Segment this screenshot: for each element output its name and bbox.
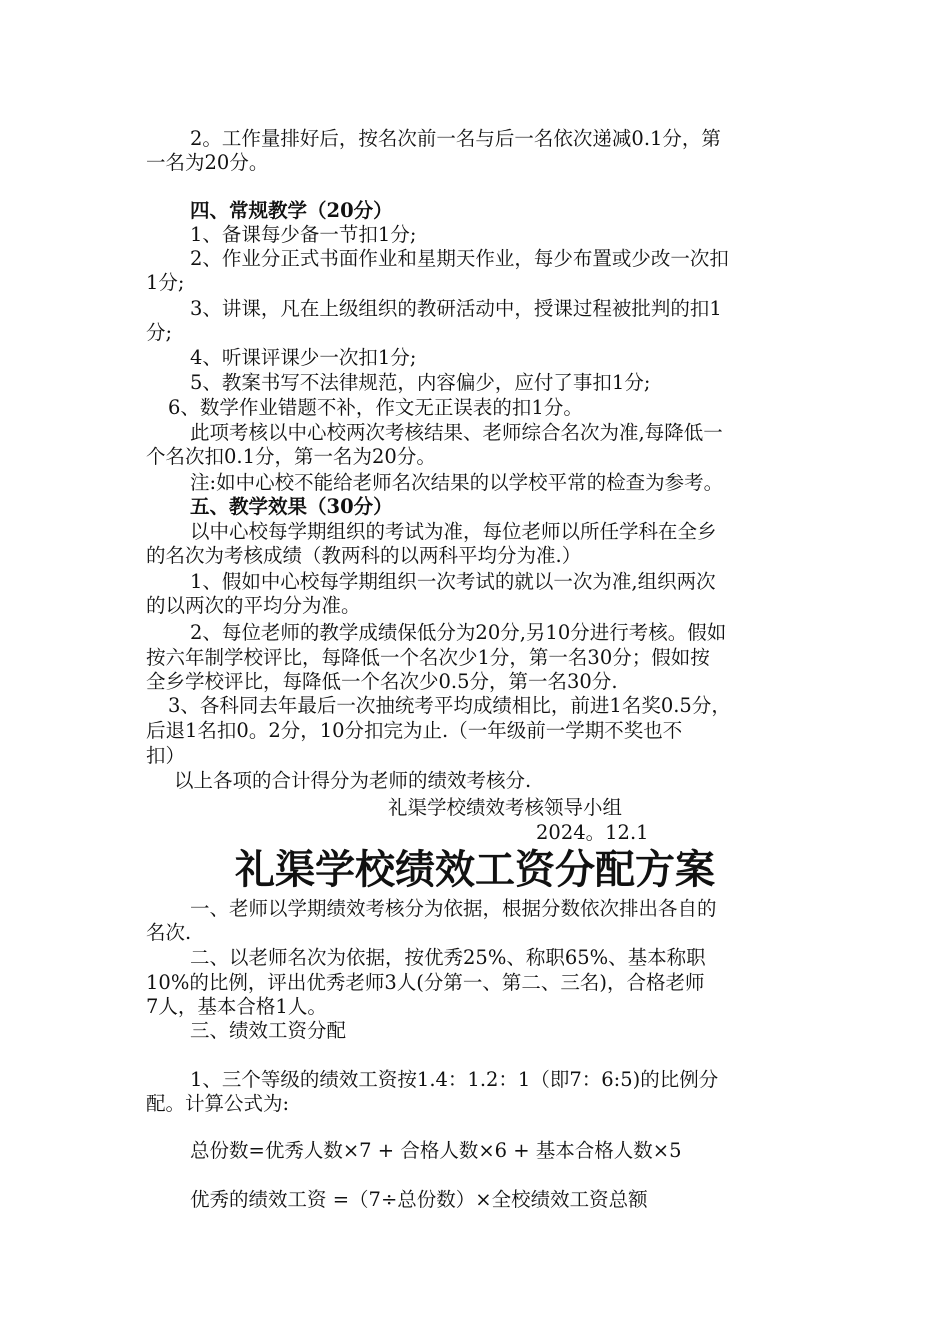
doc2-para1-line1: 一、老师以学期绩效考核分为依据，根据分数依次排出各自的: [190, 897, 717, 920]
doc2-para3: 三、绩效工资分配: [190, 1019, 347, 1042]
section4-item-5: 5、教案书写不法律规范，内容偏少，应付了事扣1分;: [190, 371, 651, 394]
section4-item-1: 1、备课每少备一节扣1分;: [190, 223, 417, 246]
section5-line-2: 的名次为考核成绩（教两科的以两科平均分为准.）: [146, 544, 582, 567]
section4-summary-line2: 个名次扣0.1分，第一名为20分。: [146, 445, 436, 468]
section5-line-10: 扣）: [146, 744, 186, 767]
signature-org: 礼渠学校绩效考核领导小组: [388, 796, 623, 819]
section5-total: 以上各项的合计得分为老师的绩效考核分.: [174, 769, 532, 792]
doc2-title: 礼渠学校绩效工资分配方案: [235, 846, 715, 893]
section4-item-6: 6、数学作业错题不补，作文无正误表的扣1分。: [168, 396, 583, 419]
doc2-para2-line2: 10%的比例，评出优秀老师3人(分第一、第二、三名)，合格老师: [146, 971, 705, 994]
section4-item-2: 2、作业分正式书面作业和星期天作业，每少布置或少改一次扣: [190, 247, 729, 270]
section5-line-4: 的以两次的平均分为准。: [146, 594, 361, 617]
section5-line-7: 全乡学校评比，每降低一个名次少0.5分，第一名30分.: [146, 670, 618, 693]
section5-heading: 五、教学效果（30分）: [190, 495, 393, 518]
section5-line-3: 1、假如中心校每学期组织一次考试的就以一次为准,组织两次: [190, 570, 716, 593]
paragraph-workload-line1: 2。工作量排好后，按名次前一名与后一名依次递减0.1分，第: [190, 127, 721, 150]
signature-date: 2024。12.1: [536, 821, 649, 844]
doc2-formula-excellent-pay: 优秀的绩效工资 =（7÷总份数）×全校绩效工资总额: [190, 1188, 648, 1211]
doc2-para4-line1: 1、三个等级的绩效工资按1.4：1.2：1（即7：6:5)的比例分: [190, 1068, 719, 1091]
section4-summary-line1: 此项考核以中心校两次考核结果、老师综合名次为准,每降低一: [190, 421, 723, 444]
section4-note: 注:如中心校不能给老师名次结果的以学校平常的检查为参考。: [190, 471, 724, 494]
section4-item-3-cont: 分;: [146, 321, 173, 344]
doc2-formula-total-shares: 总份数=优秀人数×7 + 合格人数×6 + 基本合格人数×5: [190, 1139, 682, 1162]
doc2-para2-line3: 7人，基本合格1人。: [146, 995, 327, 1018]
section4-heading: 四、常规教学（20分）: [190, 199, 393, 222]
section5-line-9: 后退1名扣0。2分，10分扣完为止.（一年级前一学期不奖也不: [146, 719, 683, 742]
paragraph-workload-line2: 一名为20分。: [146, 151, 269, 174]
section5-line-5: 2、每位老师的教学成绩保低分为20分,另10分进行考核。假如: [190, 621, 727, 644]
section5-line-1: 以中心校每学期组织的考试为准，每位老师以所任学科在全乡: [190, 520, 717, 543]
section4-item-3: 3、讲课，凡在上级组织的教研活动中，授课过程被批判的扣1: [190, 297, 722, 320]
section4-item-2-cont: 1分;: [146, 271, 185, 294]
doc2-para4-line2: 配。计算公式为:: [146, 1092, 290, 1115]
doc2-para2-line1: 二、以老师名次为依据，按优秀25%、称职65%、基本称职: [190, 946, 706, 969]
section5-line-8: 3、各科同去年最后一次抽统考平均成绩相比，前进1名奖0.5分，: [168, 694, 731, 717]
section5-line-6: 按六年制学校评比，每降低一个名次少1分，第一名30分；假如按: [146, 646, 710, 669]
doc2-para1-line2: 名次.: [146, 921, 192, 944]
section4-item-4: 4、听课评课少一次扣1分;: [190, 346, 417, 369]
